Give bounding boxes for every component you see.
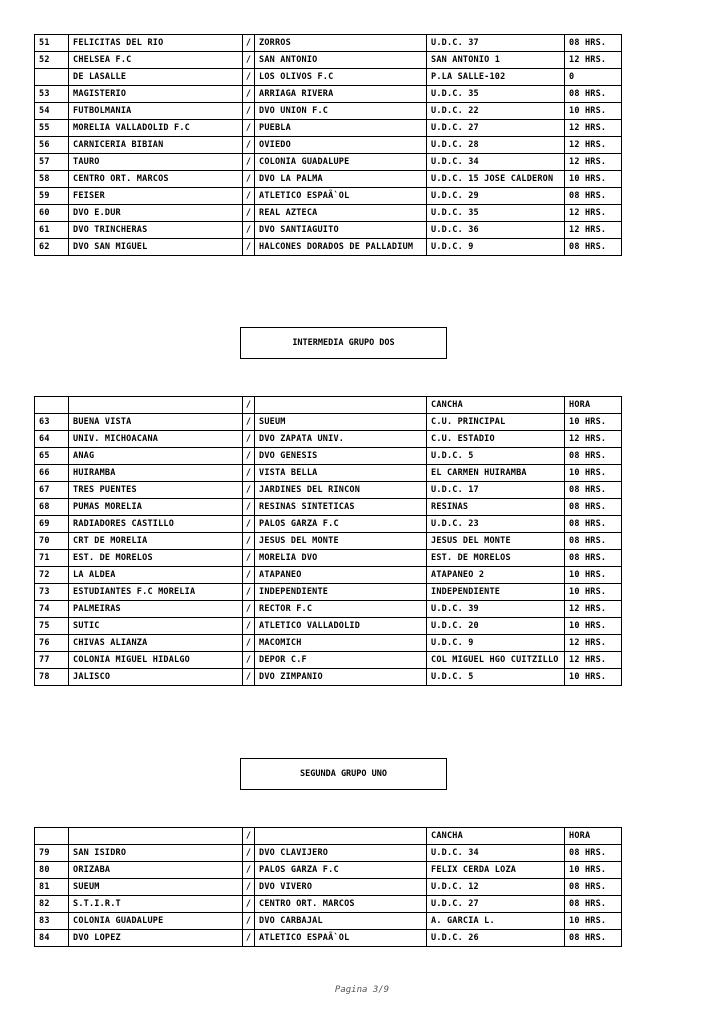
separator-cell: /	[243, 930, 255, 947]
separator-cell: /	[243, 896, 255, 913]
field-cell: U.D.C. 35	[427, 205, 565, 222]
away-team-cell: SAN ANTONIO	[255, 52, 427, 69]
field-cell: U.D.C. 5	[427, 448, 565, 465]
separator-cell: /	[243, 862, 255, 879]
home-team-cell: MORELIA VALLADOLID F.C	[69, 120, 243, 137]
home-team-cell: RADIADORES CASTILLO	[69, 516, 243, 533]
home-team-cell: DVO LOPEZ	[69, 930, 243, 947]
match-number-cell: 84	[35, 930, 69, 947]
time-cell: HORA	[565, 397, 622, 414]
table-row	[35, 120, 622, 137]
separator-cell: /	[243, 222, 255, 239]
separator-cell: /	[243, 482, 255, 499]
away-team-cell: ARRIAGA RIVERA	[255, 86, 427, 103]
home-team-cell: COLONIA GUADALUPE	[69, 913, 243, 930]
time-cell: 08 HRS.	[565, 896, 622, 913]
away-team-cell: HALCONES DORADOS DE PALLADIUM	[255, 239, 427, 256]
home-team-cell: UNIV. MICHOACANA	[69, 431, 243, 448]
field-cell: U.D.C. 34	[427, 845, 565, 862]
field-cell: U.D.C. 36	[427, 222, 565, 239]
away-team-cell: PALOS GARZA F.C	[255, 862, 427, 879]
home-team-cell: COLONIA MIGUEL HIDALGO	[69, 652, 243, 669]
home-team-cell: FELICITAS DEL RIO	[69, 35, 243, 52]
away-team-cell	[255, 828, 427, 845]
match-number-cell: 61	[35, 222, 69, 239]
separator-cell: /	[243, 516, 255, 533]
time-cell: 08 HRS.	[565, 533, 622, 550]
table-row	[35, 137, 622, 154]
field-cell: RESINAS	[427, 499, 565, 516]
field-cell: U.D.C. 23	[427, 516, 565, 533]
match-number-cell	[35, 828, 69, 845]
field-cell: C.U. ESTADIO	[427, 431, 565, 448]
table-row	[35, 52, 622, 69]
time-cell: 12 HRS.	[565, 120, 622, 137]
table-row	[35, 171, 622, 188]
field-cell: U.D.C. 9	[427, 635, 565, 652]
separator-cell: /	[243, 465, 255, 482]
home-team-cell: ANAG	[69, 448, 243, 465]
field-cell: U.D.C. 26	[427, 930, 565, 947]
table-row	[35, 86, 622, 103]
field-cell: U.D.C. 17	[427, 482, 565, 499]
field-cell: CANCHA	[427, 397, 565, 414]
time-cell: 10 HRS.	[565, 171, 622, 188]
match-number-cell: 72	[35, 567, 69, 584]
time-cell: 12 HRS.	[565, 154, 622, 171]
time-cell: 10 HRS.	[565, 465, 622, 482]
time-cell: 10 HRS.	[565, 414, 622, 431]
field-cell: CANCHA	[427, 828, 565, 845]
match-number-cell: 56	[35, 137, 69, 154]
schedule-table-3	[34, 827, 622, 947]
away-team-cell: REAL AZTECA	[255, 205, 427, 222]
home-team-cell: BUENA VISTA	[69, 414, 243, 431]
time-cell: 08 HRS.	[565, 35, 622, 52]
table-row	[35, 862, 622, 879]
match-number-cell: 77	[35, 652, 69, 669]
separator-cell: /	[243, 913, 255, 930]
table-row	[35, 896, 622, 913]
table-row	[35, 845, 622, 862]
match-number-cell: 75	[35, 618, 69, 635]
table-header-row	[35, 397, 622, 414]
home-team-cell: ORIZABA	[69, 862, 243, 879]
time-cell: 0	[565, 69, 622, 86]
match-number-cell: 69	[35, 516, 69, 533]
separator-cell: /	[243, 533, 255, 550]
separator-cell: /	[243, 499, 255, 516]
time-cell: 08 HRS.	[565, 86, 622, 103]
field-cell: U.D.C. 15 JOSE CALDERON	[427, 171, 565, 188]
time-cell: 10 HRS.	[565, 567, 622, 584]
time-cell: 08 HRS.	[565, 482, 622, 499]
separator-cell: /	[243, 205, 255, 222]
away-team-cell: DVO ZAPATA UNIV.	[255, 431, 427, 448]
match-number-cell: 54	[35, 103, 69, 120]
table-row	[35, 635, 622, 652]
field-cell: U.D.C. 37	[427, 35, 565, 52]
field-cell: U.D.C. 12	[427, 879, 565, 896]
home-team-cell: SUEUM	[69, 879, 243, 896]
separator-cell: /	[243, 69, 255, 86]
time-cell: 12 HRS.	[565, 205, 622, 222]
match-number-cell: 60	[35, 205, 69, 222]
home-team-cell: S.T.I.R.T	[69, 896, 243, 913]
time-cell: 08 HRS.	[565, 845, 622, 862]
away-team-cell: OVIEDO	[255, 137, 427, 154]
match-number-cell: 67	[35, 482, 69, 499]
separator-cell: /	[243, 103, 255, 120]
table-row	[35, 205, 622, 222]
time-cell: 08 HRS.	[565, 499, 622, 516]
match-number-cell	[35, 397, 69, 414]
match-number-cell: 82	[35, 896, 69, 913]
time-cell: 10 HRS.	[565, 618, 622, 635]
away-team-cell: DVO ZIMPANIO	[255, 669, 427, 686]
time-cell: 12 HRS.	[565, 137, 622, 154]
field-cell: U.D.C. 29	[427, 188, 565, 205]
match-number-cell: 71	[35, 550, 69, 567]
field-cell: EL CARMEN HUIRAMBA	[427, 465, 565, 482]
field-cell: P.LA SALLE-102	[427, 69, 565, 86]
separator-cell: /	[243, 567, 255, 584]
table-row	[35, 930, 622, 947]
match-number-cell: 63	[35, 414, 69, 431]
match-number-cell: 74	[35, 601, 69, 618]
table-row	[35, 533, 622, 550]
separator-cell: /	[243, 448, 255, 465]
away-team-cell: DVO LA PALMA	[255, 171, 427, 188]
match-number-cell: 68	[35, 499, 69, 516]
time-cell: 08 HRS.	[565, 239, 622, 256]
match-number-cell: 78	[35, 669, 69, 686]
table-row	[35, 879, 622, 896]
home-team-cell	[69, 828, 243, 845]
match-number-cell: 53	[35, 86, 69, 103]
match-number-cell: 73	[35, 584, 69, 601]
time-cell: 10 HRS.	[565, 103, 622, 120]
time-cell: 12 HRS.	[565, 431, 622, 448]
away-team-cell: DVO SANTIAGUITO	[255, 222, 427, 239]
home-team-cell: EST. DE MORELOS	[69, 550, 243, 567]
field-cell: SAN ANTONIO 1	[427, 52, 565, 69]
separator-cell: /	[243, 414, 255, 431]
schedule-table-1	[34, 34, 622, 256]
field-cell: U.D.C. 5	[427, 669, 565, 686]
time-cell: 08 HRS.	[565, 930, 622, 947]
home-team-cell: DVO TRINCHERAS	[69, 222, 243, 239]
home-team-cell: MAGISTERIO	[69, 86, 243, 103]
time-cell: 08 HRS.	[565, 516, 622, 533]
home-team-cell: CENTRO ORT. MARCOS	[69, 171, 243, 188]
home-team-cell: DE LASALLE	[69, 69, 243, 86]
away-team-cell: RESINAS SINTETICAS	[255, 499, 427, 516]
time-cell: 08 HRS.	[565, 188, 622, 205]
separator-cell: /	[243, 52, 255, 69]
separator-cell: /	[243, 879, 255, 896]
home-team-cell: DVO E.DUR	[69, 205, 243, 222]
separator-cell: /	[243, 635, 255, 652]
field-cell: U.D.C. 35	[427, 86, 565, 103]
page-number: Pagina 3/9	[334, 985, 390, 995]
separator-cell: /	[243, 618, 255, 635]
away-team-cell: MACOMICH	[255, 635, 427, 652]
time-cell: 10 HRS.	[565, 584, 622, 601]
home-team-cell: PALMEIRAS	[69, 601, 243, 618]
away-team-cell: MORELIA DVO	[255, 550, 427, 567]
match-number-cell: 81	[35, 879, 69, 896]
home-team-cell: CHELSEA F.C	[69, 52, 243, 69]
time-cell: 10 HRS.	[565, 862, 622, 879]
time-cell: 08 HRS.	[565, 550, 622, 567]
time-cell: 08 HRS.	[565, 879, 622, 896]
match-number-cell: 58	[35, 171, 69, 188]
away-team-cell	[255, 397, 427, 414]
table-row	[35, 550, 622, 567]
time-cell: 12 HRS.	[565, 601, 622, 618]
field-cell: A. GARCIA L.	[427, 913, 565, 930]
field-cell: U.D.C. 28	[427, 137, 565, 154]
time-cell: 10 HRS.	[565, 669, 622, 686]
table-row	[35, 913, 622, 930]
home-team-cell: TAURO	[69, 154, 243, 171]
match-number-cell: 59	[35, 188, 69, 205]
away-team-cell: PALOS GARZA F.C	[255, 516, 427, 533]
match-number-cell: 65	[35, 448, 69, 465]
time-cell: 08 HRS.	[565, 448, 622, 465]
away-team-cell: ATLETICO ESPAÃ`OL	[255, 188, 427, 205]
field-cell: FELIX CERDA LOZA	[427, 862, 565, 879]
field-cell: U.D.C. 39	[427, 601, 565, 618]
separator-cell: /	[243, 550, 255, 567]
separator-cell: /	[243, 652, 255, 669]
match-number-cell: 64	[35, 431, 69, 448]
match-number-cell: 66	[35, 465, 69, 482]
table-row	[35, 618, 622, 635]
away-team-cell: DVO CLAVIJERO	[255, 845, 427, 862]
separator-cell: /	[243, 584, 255, 601]
home-team-cell: TRES PUENTES	[69, 482, 243, 499]
table-row	[35, 584, 622, 601]
table-header-row	[35, 828, 622, 845]
table-row	[35, 516, 622, 533]
separator-cell: /	[243, 120, 255, 137]
away-team-cell: VISTA BELLA	[255, 465, 427, 482]
away-team-cell: ATLETICO VALLADOLID	[255, 618, 427, 635]
table-row	[35, 414, 622, 431]
table-row	[35, 431, 622, 448]
table-row	[35, 103, 622, 120]
home-team-cell: FUTBOLMANIA	[69, 103, 243, 120]
table-row	[35, 35, 622, 52]
time-cell: HORA	[565, 828, 622, 845]
home-team-cell: SAN ISIDRO	[69, 845, 243, 862]
home-team-cell: HUIRAMBA	[69, 465, 243, 482]
separator-cell: /	[243, 845, 255, 862]
group-title-intermedia-dos: INTERMEDIA GRUPO DOS	[240, 327, 447, 359]
away-team-cell: JARDINES DEL RINCON	[255, 482, 427, 499]
time-cell: 12 HRS.	[565, 652, 622, 669]
away-team-cell: DVO CARBAJAL	[255, 913, 427, 930]
match-number-cell: 80	[35, 862, 69, 879]
table-row	[35, 601, 622, 618]
separator-cell: /	[243, 86, 255, 103]
table-row	[35, 448, 622, 465]
schedule-table-2	[34, 396, 622, 686]
away-team-cell: LOS OLIVOS F.C	[255, 69, 427, 86]
away-team-cell: PUEBLA	[255, 120, 427, 137]
separator-cell: /	[243, 669, 255, 686]
away-team-cell: ATAPANEO	[255, 567, 427, 584]
field-cell: U.D.C. 27	[427, 120, 565, 137]
away-team-cell: CENTRO ORT. MARCOS	[255, 896, 427, 913]
field-cell: C.U. PRINCIPAL	[427, 414, 565, 431]
field-cell: U.D.C. 34	[427, 154, 565, 171]
away-team-cell: COLONIA GUADALUPE	[255, 154, 427, 171]
away-team-cell: DVO UNION F.C	[255, 103, 427, 120]
field-cell: U.D.C. 20	[427, 618, 565, 635]
table-row	[35, 499, 622, 516]
home-team-cell: ESTUDIANTES F.C MORELIA	[69, 584, 243, 601]
separator-cell: /	[243, 828, 255, 845]
separator-cell: /	[243, 137, 255, 154]
table-row	[35, 222, 622, 239]
match-number-cell: 52	[35, 52, 69, 69]
home-team-cell	[69, 397, 243, 414]
table-row	[35, 567, 622, 584]
away-team-cell: ZORROS	[255, 35, 427, 52]
match-number-cell: 57	[35, 154, 69, 171]
separator-cell: /	[243, 239, 255, 256]
home-team-cell: PUMAS MORELIA	[69, 499, 243, 516]
match-number-cell: 70	[35, 533, 69, 550]
field-cell: U.D.C. 27	[427, 896, 565, 913]
table-row	[35, 69, 622, 86]
separator-cell: /	[243, 601, 255, 618]
home-team-cell: CRT DE MORELIA	[69, 533, 243, 550]
away-team-cell: DVO GENESIS	[255, 448, 427, 465]
table-row	[35, 669, 622, 686]
table-row	[35, 465, 622, 482]
separator-cell: /	[243, 35, 255, 52]
match-number-cell: 51	[35, 35, 69, 52]
field-cell: U.D.C. 9	[427, 239, 565, 256]
away-team-cell: ATLETICO ESPAÃ`OL	[255, 930, 427, 947]
group-title-segunda-uno: SEGUNDA GRUPO UNO	[240, 758, 447, 790]
away-team-cell: JESUS DEL MONTE	[255, 533, 427, 550]
field-cell: EST. DE MORELOS	[427, 550, 565, 567]
match-number-cell: 79	[35, 845, 69, 862]
separator-cell: /	[243, 171, 255, 188]
field-cell: JESUS DEL MONTE	[427, 533, 565, 550]
home-team-cell: DVO SAN MIGUEL	[69, 239, 243, 256]
separator-cell: /	[243, 397, 255, 414]
match-number-cell: 62	[35, 239, 69, 256]
match-number-cell: 55	[35, 120, 69, 137]
table-row	[35, 482, 622, 499]
match-number-cell	[35, 69, 69, 86]
table-row	[35, 188, 622, 205]
match-number-cell: 76	[35, 635, 69, 652]
away-team-cell: SUEUM	[255, 414, 427, 431]
field-cell: INDEPENDIENTE	[427, 584, 565, 601]
separator-cell: /	[243, 154, 255, 171]
home-team-cell: CARNICERIA BIBIAN	[69, 137, 243, 154]
table-row	[35, 154, 622, 171]
away-team-cell: INDEPENDIENTE	[255, 584, 427, 601]
home-team-cell: CHIVAS ALIANZA	[69, 635, 243, 652]
away-team-cell: RECTOR F.C	[255, 601, 427, 618]
field-cell: U.D.C. 22	[427, 103, 565, 120]
table-row	[35, 652, 622, 669]
home-team-cell: JALISCO	[69, 669, 243, 686]
home-team-cell: SUTIC	[69, 618, 243, 635]
time-cell: 12 HRS.	[565, 52, 622, 69]
field-cell: COL MIGUEL HGO CUITZILLO	[427, 652, 565, 669]
separator-cell: /	[243, 188, 255, 205]
time-cell: 12 HRS.	[565, 635, 622, 652]
away-team-cell: DEPOR C.F	[255, 652, 427, 669]
table-row	[35, 239, 622, 256]
time-cell: 12 HRS.	[565, 222, 622, 239]
home-team-cell: LA ALDEA	[69, 567, 243, 584]
time-cell: 10 HRS.	[565, 913, 622, 930]
match-number-cell: 83	[35, 913, 69, 930]
field-cell: ATAPANEO 2	[427, 567, 565, 584]
away-team-cell: DVO VIVERO	[255, 879, 427, 896]
separator-cell: /	[243, 431, 255, 448]
home-team-cell: FEISER	[69, 188, 243, 205]
